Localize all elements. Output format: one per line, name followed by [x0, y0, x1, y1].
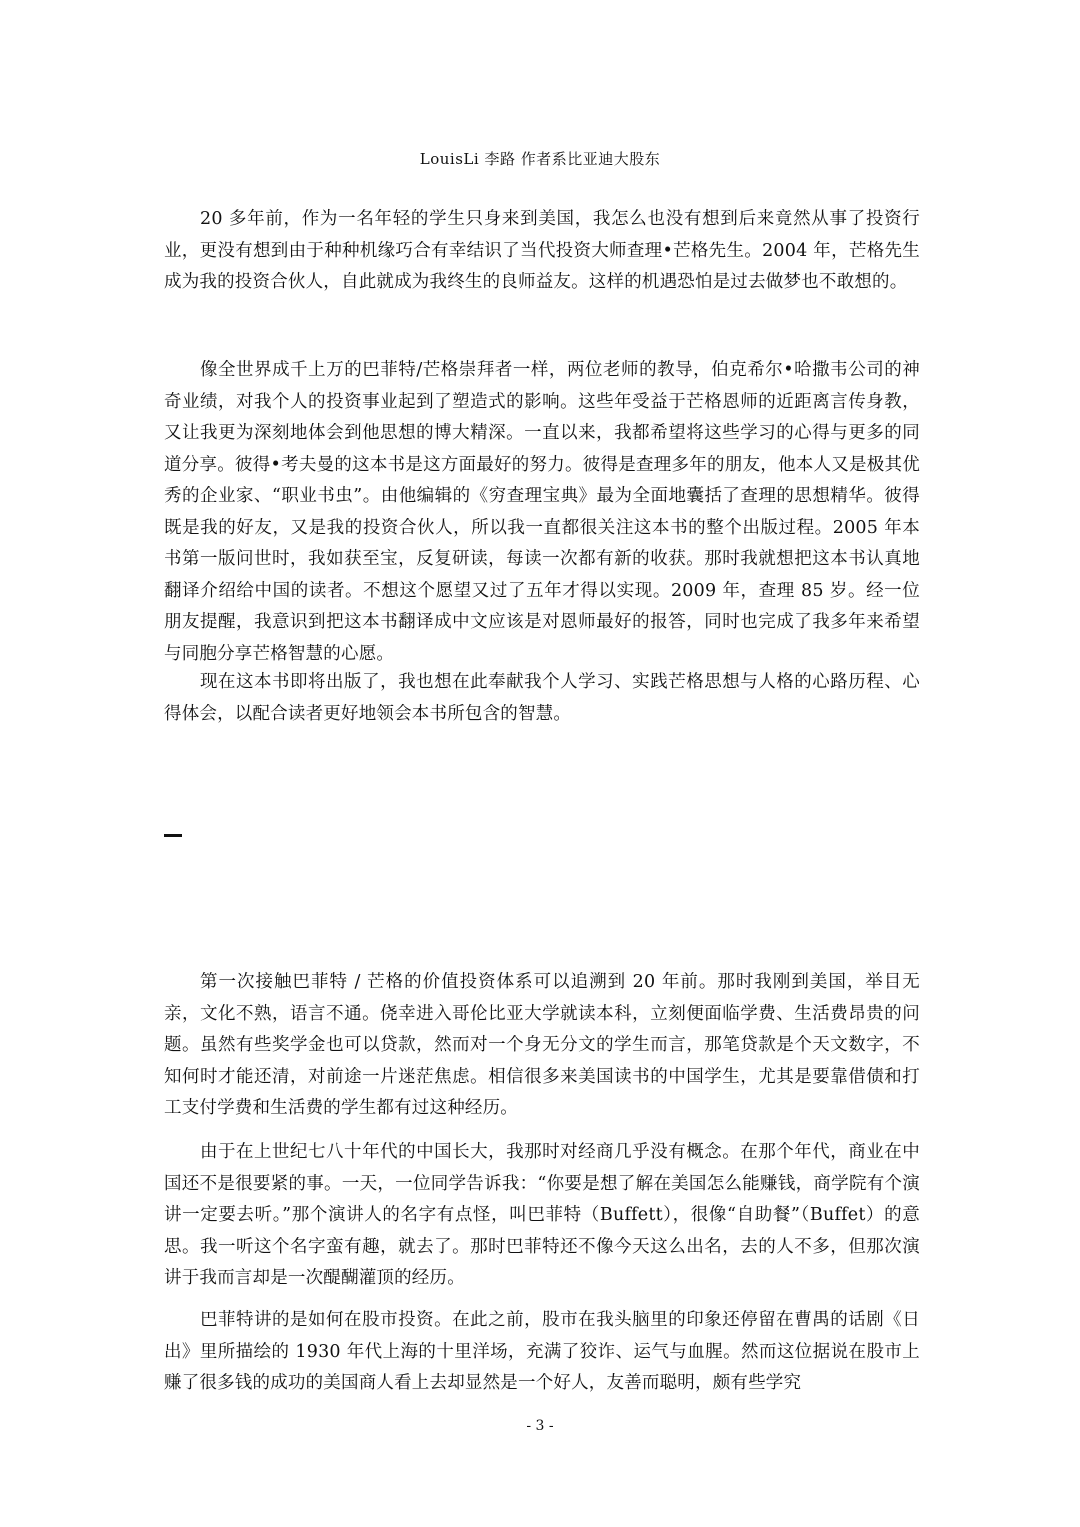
paragraph-buffett-lecture: 由于在上世纪七八十年代的中国长大，我那时对经商几乎没有概念。在那个年代，商业在中国还不是很要紧的事。一天，一位同学告诉我：“你要是想了解在美国怎么能赚钱，商学院有个演讲一定要去听。”那个演讲人的名字有点怪，叫巴菲特（Buffett），很像“自助餐”（Buffet）的意思。我一听这个名字蛮有趣，就去了。那时巴菲特还不像今天这么出名，去的人不多，但那次演讲于我而言却是一次醍醐灌顶的经历。 — [164, 1142, 920, 1288]
page-number: - 3 - — [526, 1418, 554, 1434]
section-number-one — [164, 834, 182, 837]
paragraph-influence: 像全世界成千上万的巴菲特/芒格崇拜者一样，两位老师的教导，伯克希尔•哈撒韦公司的神奇业绩，对我个人的投资事业起到了塑造式的影响。这些年受益于芒格恩师的近距离言传身教，又让我更为深刻地体会到他思想的博大精深。一直以来，我都希望将这些学习的心得与更多的同道分享。彼得•考夫曼的这本书是这方面最好的努力。彼得是查理多年的朋友，他本人又是极其优秀的企业家、“职业书虫”。由他编辑的《穷查理宝典》最为全面地囊括了查理的思想精华。彼得既是我的好友，又是我的投资合伙人，所以我一直都很关注这本书的整个出版过程。2005 年本书第一版问世时，我如获至宝，反复研读，每读一次都有新的收获。那时我就想把这本书认真地翻译介绍给中国的读者。不想这个愿望又过了五年才得以实现。2009 年，查理 85 岁。经一位朋友提醒，我意识到把这本书翻译成中文应该是对恩师最好的报答，同时也完成了我多年来希望与同胞分享芒格智慧的心愿。 — [164, 360, 920, 664]
paragraph-intro: 20 多年前，作为一名年轻的学生只身来到美国，我怎么也没有想到后来竟然从事了投资行业，更没有想到由于种种机缘巧合有幸结识了当代投资大师查理•芒格先生。2004 年，芒格先生成为我的投资合伙人，自此就成为我终生的良师益友。这样的机遇恐怕是过去做梦也不敢想的。 — [164, 209, 920, 292]
paragraph-stock-market: 巴菲特讲的是如何在股市投资。在此之前，股市在我头脑里的印象还停留在曹禺的话剧《日出》里所描绘的 1930 年代上海的十里洋场，充满了狡诈、运气与血腥。然而这位据说在股市上赚了很多钱的成功的美国商人看上去却显然是一个好人，友善而聪明，颇有些学究 — [164, 1310, 920, 1393]
paragraph-dedication: 现在这本书即将出版了，我也想在此奉献我个人学习、实践芒格思想与人格的心路历程、心得体会，以配合读者更好地领会本书所包含的智慧。 — [164, 672, 920, 724]
paragraph-first-contact: 第一次接触巴菲特 / 芒格的价值投资体系可以追溯到 20 年前。那时我刚到美国，举目无亲，文化不熟，语言不通。侥幸进入哥伦比亚大学就读本科，立刻便面临学费、生活费昂贵的问题。虽然有些奖学金也可以贷款，然而对一个身无分文的学生而言，那笔贷款是个天文数字，不知何时才能还清，对前途一片迷茫焦虑。相信很多来美国读书的中国学生，尤其是要靠借债和打工支付学费和生活费的学生都有过这种经历。 — [164, 972, 920, 1118]
author-byline: LouisLi 李路 作者系比亚迪大股东 — [419, 150, 661, 168]
